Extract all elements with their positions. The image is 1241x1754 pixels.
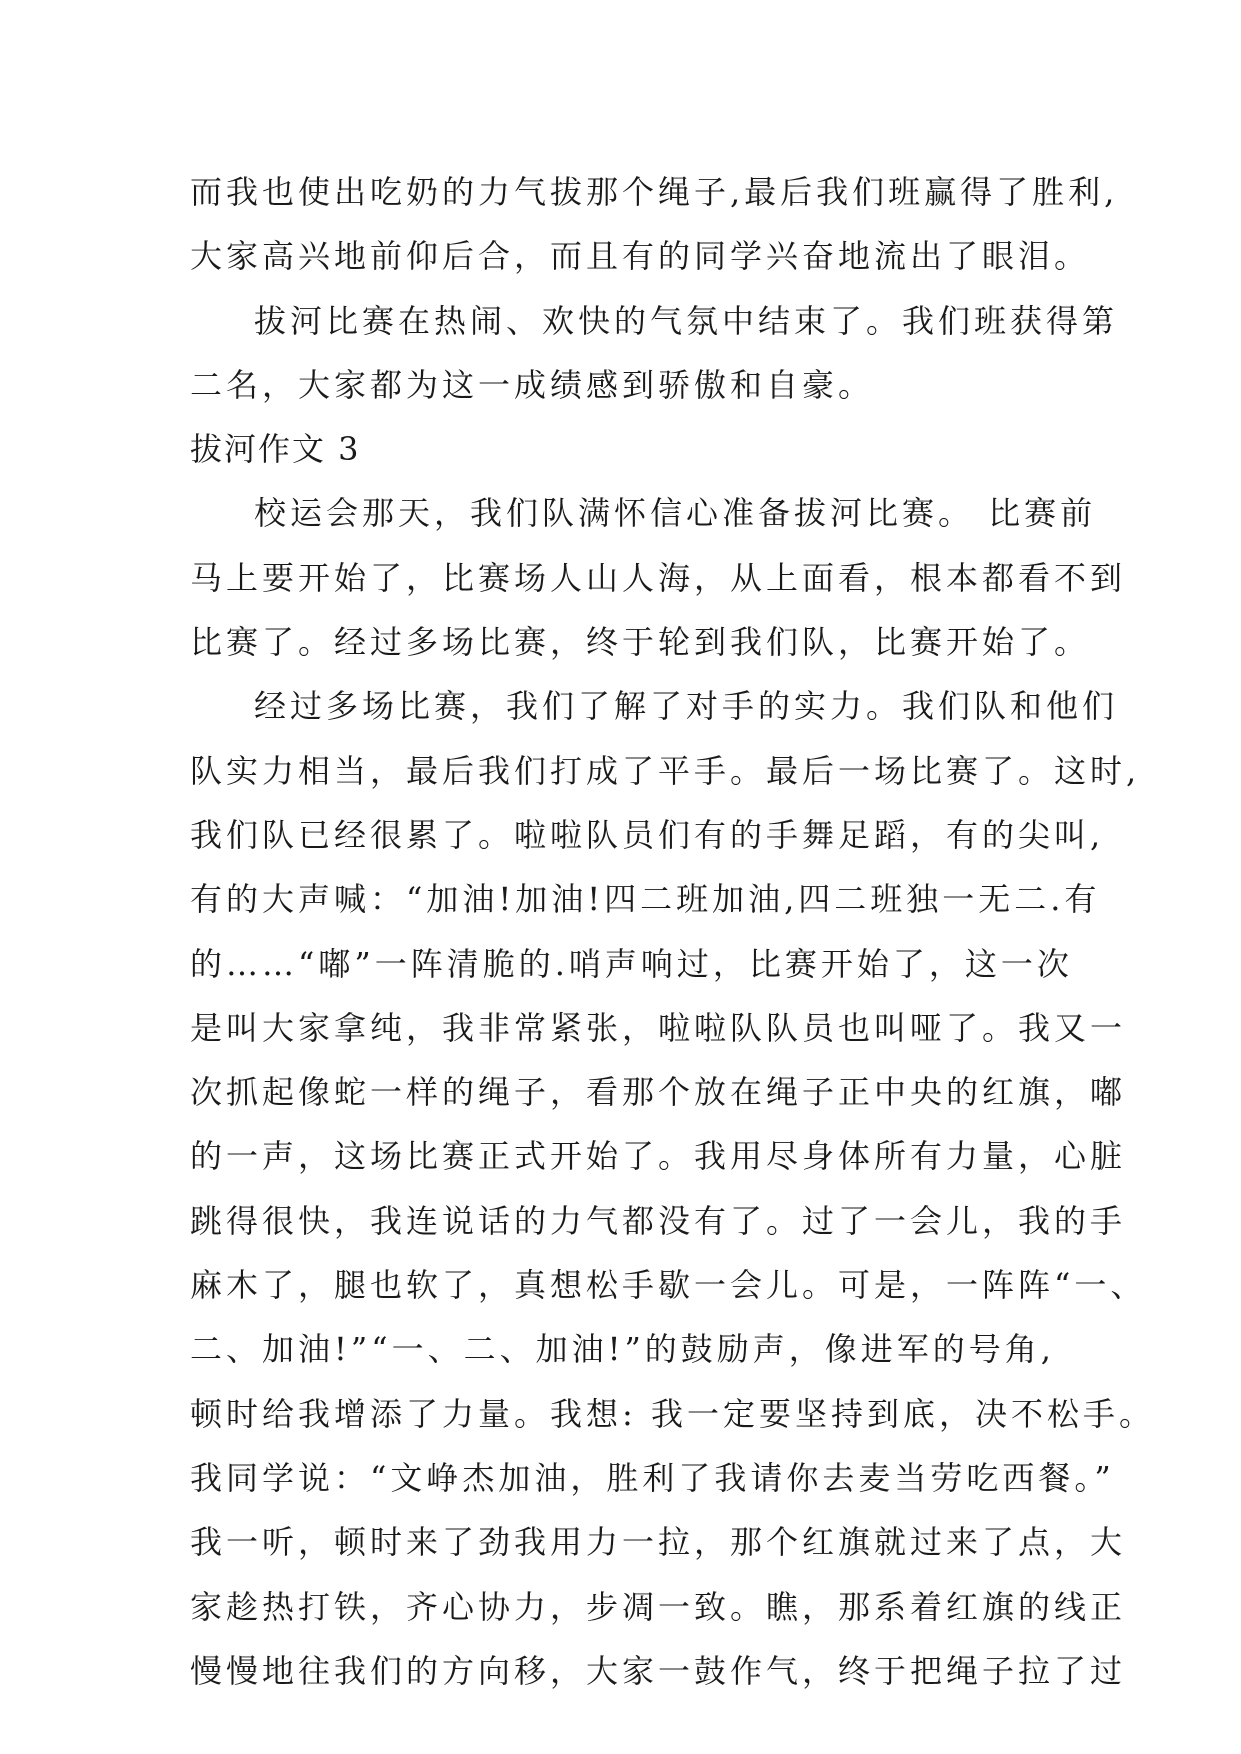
text-line: 大家高兴地前仰后合，而且有的同学兴奋地流出了眼泪。 [190, 237, 1091, 276]
paragraph-first-line: 经过多场比赛，我们了解了对手的实力。我们队和他们 [254, 687, 1119, 726]
text-line: 比赛了。经过多场比赛，终于轮到我们队，比赛开始了。 [190, 623, 1091, 662]
essay-title: 拔河作文 3 [190, 430, 361, 469]
essay-text-block [190, 160, 1155, 1703]
text-line: 家趁热打铁，齐心协力，步凋一致。瞧，那系着红旗的线正 [190, 1587, 1127, 1626]
text-line: 是叫大家拿纯，我非常紧张，啦啦队队员也叫哑了。我又一 [190, 1008, 1127, 1047]
text-line: 而我也使出吃奶的力气拔那个绳子,最后我们班赢得了胜利, [190, 173, 1119, 211]
text-line: 我一听，顿时来了劲我用力一拉，那个红旗就过来了点，大 [190, 1523, 1127, 1562]
text-line: 有的大声喊：“加油!加油!四二班加油,四二班独一无二.有 [190, 880, 1101, 919]
text-line: 的……“嘟”一阵清脆的.哨声响过，比赛开始了，这一次 [190, 944, 1073, 983]
paragraph-first-line: 拔河比赛在热闹、欢快的气氛中结束了。我们班获得第 [254, 301, 1119, 340]
text-line: 队实力相当，最后我们打成了平手。最后一场比赛了。这时, [190, 751, 1141, 790]
text-line: 的一声，这场比赛正式开始了。我用尽身体所有力量，心脏 [190, 1137, 1127, 1176]
text-line: 跳得很快，我连说话的力气都没有了。过了一会儿，我的手 [190, 1201, 1127, 1240]
text-line: 马上要开始了，比赛场人山人海，从上面看，根本都看不到 [190, 558, 1127, 597]
text-line: 麻木了，腿也软了，真想松手歇一会儿。可是，一阵阵“一、 [190, 1266, 1147, 1305]
text-line: 我们队已经很累了。啦啦队员们有的手舞足蹈，有的尖叫, [190, 815, 1105, 854]
text-line: 次抓起像蛇一样的绳子，看那个放在绳子正中央的红旗，嘟 [190, 1073, 1127, 1112]
text-line: 慢慢地往我们的方向移，大家一鼓作气，终于把绳子拉了过 [190, 1651, 1127, 1690]
text-line: 顿时给我增添了力量。我想: 我一定要坚持到底，决不松手。 [190, 1394, 1155, 1433]
paragraph-first-line: 校运会那天，我们队满怀信心准备拔河比赛。 比赛前 [254, 494, 1097, 533]
text-line: 二名，大家都为这一成绩感到骄傲和自豪。 [190, 365, 875, 404]
text-line: 二、加油!”“一、二、加油!”的鼓励声，像进军的号角, [190, 1330, 1055, 1369]
text-line: 我同学说：“文峥杰加油，胜利了我请你去麦当劳吃西餐。” [190, 1458, 1115, 1497]
